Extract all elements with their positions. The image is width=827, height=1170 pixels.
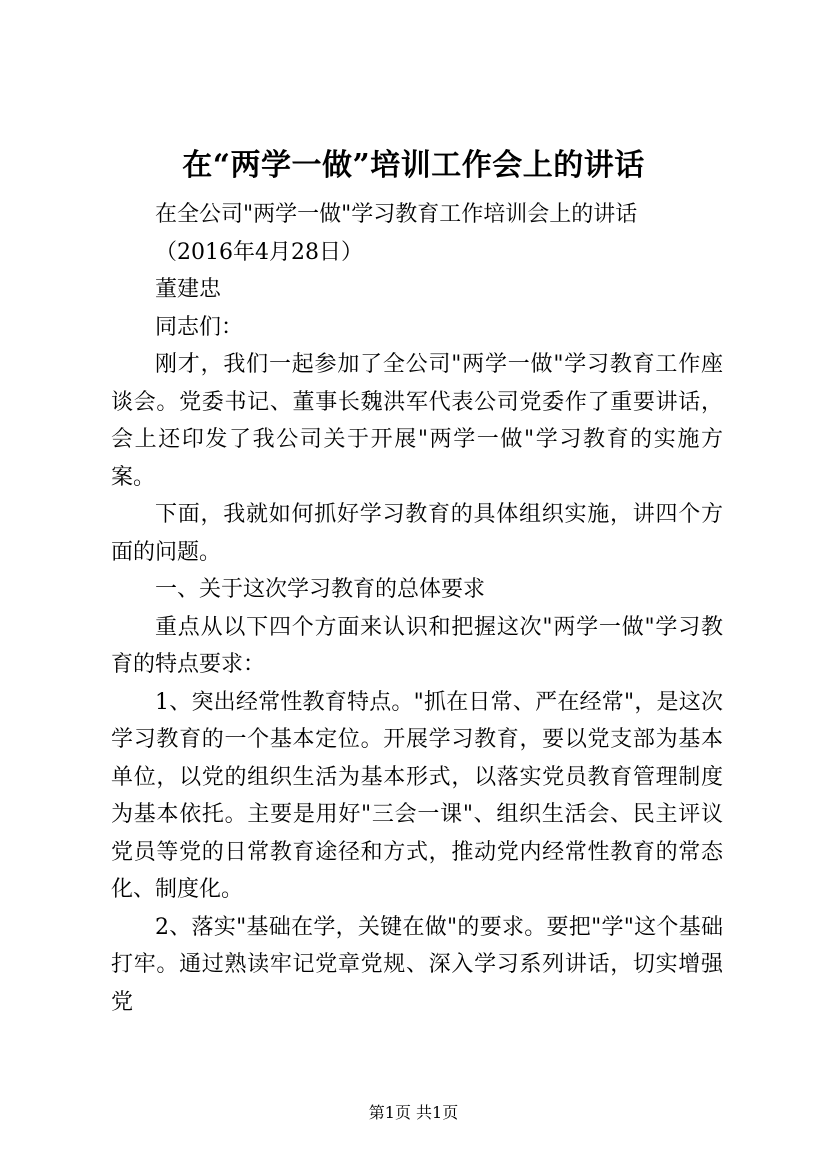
page-number: 第1页 共1页 (368, 1103, 459, 1122)
subtitle-line: 在全公司"两学一做"学习教育工作培训会上的讲话 (155, 202, 638, 227)
document-body (111, 196, 723, 1021)
paragraph: 重点从以下四个方面来认识和把握这次"两学一做"学习教育的特点要求： (111, 614, 723, 677)
speaker-name: 董建忠 (155, 277, 222, 302)
date-line: （2016年4月28日） (155, 239, 363, 265)
paragraph: 2、落实"基础在学，关键在做"的要求。要把"学"这个基础打牢。通过熟读牢记党章党规、深入学习系列讲话，切实增强党 (111, 914, 723, 1015)
section-heading: 一、关于这次学习教育的总体要求 (155, 577, 486, 602)
paragraph: 刚才，我们一起参加了全公司"两学一做"学习教育工作座谈会。党委书记、董事长魏洪军代表公司党委作了重要讲话，会上还印发了我公司关于开展"两学一做"学习教育的实施方案。 (111, 352, 723, 490)
document-title: 在“两学一做”培训工作会上的讲话 (182, 148, 645, 183)
paragraph: 下面，我就如何抓好学习教育的具体组织实施，讲四个方面的问题。 (111, 502, 723, 565)
salutation: 同志们： (155, 314, 244, 340)
paragraph: 1、突出经常性教育特点。"抓在日常、严在经常"，是这次学习教育的一个基本定位。开展学习教育，要以党支部为基本单位，以党的组织生活为基本形式，以落实党员教育管理制度为基本依托。主要是用好"三会一课"、组织生活会、民主评议党员等党的日常教育途径和方式，推动党内经常性教育的常态化、制度化。 (111, 689, 723, 902)
